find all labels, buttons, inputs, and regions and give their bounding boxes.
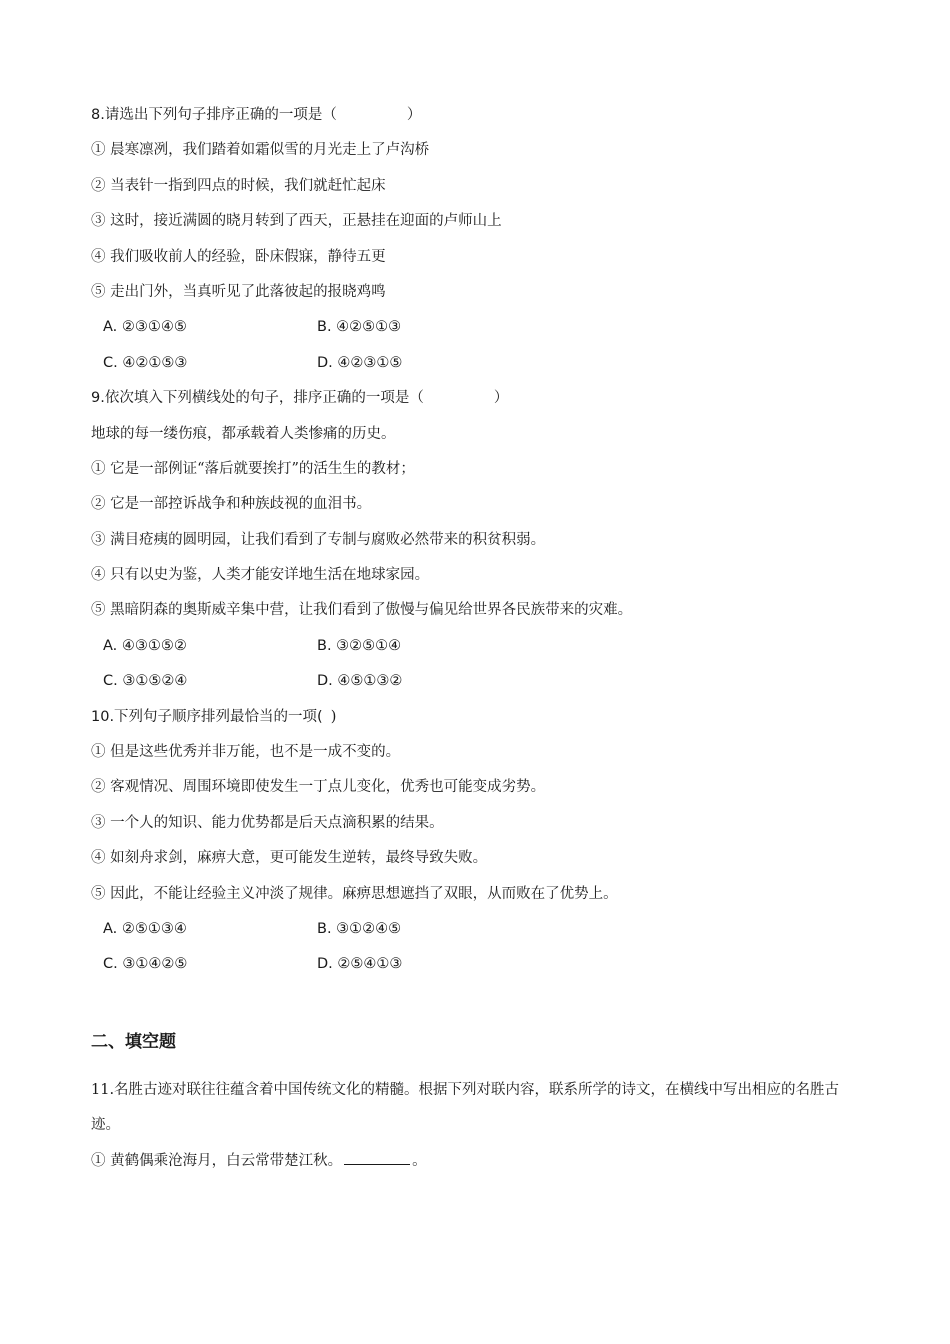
question-9-options-row-1	[91, 629, 871, 664]
question-10-item-1: ① 但是这些优秀并非万能，也不是一成不变的。	[91, 744, 401, 761]
question-10-item-3: ③ 一个人的知识、能力优势都是后天点滴积累的结果。	[91, 814, 444, 831]
question-10-options-row-1	[91, 912, 871, 947]
question-8	[91, 98, 871, 381]
question-10-options-row-2	[91, 947, 871, 982]
question-11-text: 11.名胜古迹对联往往蕴含着中国传统文化的精髓。根据下列对联内容，联系所学的诗文，在横线中写出相应的名胜古迹。	[91, 1081, 840, 1134]
question-9-item-1: ① 它是一部例证“落后就要挨打”的活生生的教材；	[91, 460, 415, 477]
option-d[interactable]: D. ②⑤④①③	[317, 956, 403, 973]
question-8-title: 8.请选出下列句子排序正确的一项是（ ）	[91, 107, 422, 123]
option-c[interactable]: C. ③①⑤②④	[103, 673, 188, 690]
question-10-item-5: ⑤ 因此，不能让经验主义冲淡了规律。麻痹思想遮挡了双眼，从而败在了优势上。	[91, 885, 618, 902]
question-8-item-4: ④ 我们吸收前人的经验，卧床假寐，静待五更	[91, 248, 386, 265]
question-9	[91, 381, 871, 700]
question-8-item-1: ① 晨寒凛冽，我们踏着如霜似雪的月光走上了卢沟桥	[91, 142, 430, 159]
question-8-options-row-1	[91, 310, 871, 345]
document-page	[91, 98, 871, 1179]
question-9-item-4: ④ 只有以史为鉴，人类才能安详地生活在地球家园。	[91, 567, 430, 584]
question-11-item-1: ① 黄鹤偶乘沧海月，白云常带楚江秋。 。	[91, 1144, 871, 1179]
question-8-item-3: ③ 这时，接近满圆的晓月转到了西天，正悬挂在迎面的卢师山上	[91, 213, 502, 230]
option-c[interactable]: C. ③①④②⑤	[103, 956, 188, 973]
question-10-item-4: ④ 如刻舟求剑，麻痹大意，更可能发生逆转，最终导致失败。	[91, 850, 488, 867]
question-10-item-2: ② 客观情况、周围环境即使发生一丁点儿变化，优秀也可能变成劣势。	[91, 779, 546, 796]
option-a[interactable]: A. ②⑤①③④	[103, 920, 187, 937]
option-c[interactable]: C. ④②①⑤③	[103, 354, 188, 371]
option-b[interactable]: B. ③①②④⑤	[317, 920, 402, 937]
question-8-item-2: ② 当表针一指到四点的时候，我们就赶忙起床	[91, 177, 386, 194]
section-title-fill-in: 二、填空题	[91, 1031, 176, 1052]
question-8-options-row-2	[91, 346, 871, 381]
option-d[interactable]: D. ④⑤①③②	[317, 673, 403, 690]
question-9-item-5: ⑤ 黑暗阴森的奥斯威辛集中营，让我们看到了傲慢与偏见给世界各民族带来的灾难。	[91, 602, 633, 619]
question-9-options-row-2	[91, 664, 871, 699]
question-9-title: 9.依次填入下列横线处的句子，排序正确的一项是（ ）	[91, 390, 509, 407]
option-a[interactable]: A. ②③①④⑤	[103, 319, 187, 336]
option-d[interactable]: D. ④②③①⑤	[317, 354, 403, 371]
question-11	[91, 1073, 871, 1179]
option-a[interactable]: A. ④③①⑤②	[103, 637, 187, 654]
question-9-item-3: ③ 满目疮痍的圆明园，让我们看到了专制与腐败必然带来的积贫积弱。	[91, 531, 546, 548]
option-b[interactable]: B. ④②⑤①③	[317, 319, 402, 336]
question-9-item-2: ② 它是一部控诉战争和种族歧视的血泪书。	[91, 496, 372, 513]
question-10	[91, 700, 871, 983]
answer-blank[interactable]	[344, 1150, 410, 1165]
question-8-item-5: ⑤ 走出门外，当真听见了此落彼起的报晓鸡鸣	[91, 283, 386, 300]
question-9-intro: 地球的每一缕伤痕，都承载着人类惨痛的历史。	[91, 425, 396, 442]
question-10-title: 10.下列句子顺序排列最恰当的一项( )	[91, 708, 337, 725]
option-b[interactable]: B. ③②⑤①④	[317, 637, 402, 654]
